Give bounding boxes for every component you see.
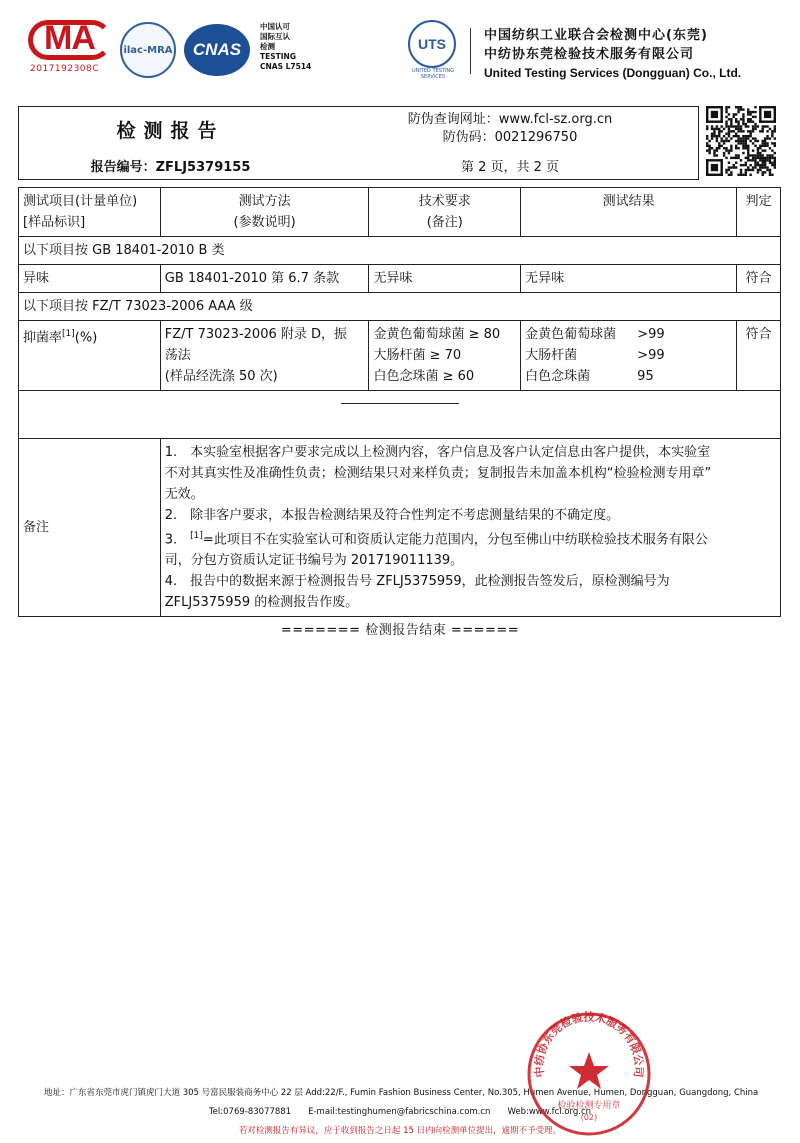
report-number: 报告编号：ZFLJ5379155 xyxy=(90,159,251,175)
result-line: 白色念珠菌 95 xyxy=(525,369,654,384)
cma-ring-icon xyxy=(28,20,112,60)
page-indicator: 第 2 页，共 2 页 xyxy=(460,159,560,175)
cma-logo xyxy=(30,18,110,74)
official-seal-icon xyxy=(525,1010,653,1138)
accreditation-logos xyxy=(30,18,350,88)
page-footer xyxy=(0,1086,800,1136)
header-requirement: 技术要求 (备注) xyxy=(369,188,521,237)
cell-method: FZ/T 73023-2006 附录 D，振 荡法 (样品经洗涤 50 次) xyxy=(160,321,369,391)
header-result: 测试结果 xyxy=(521,188,737,237)
uts-logo-sub: UNITED TESTING SERVICES xyxy=(411,68,455,80)
section-row xyxy=(19,237,781,265)
end-rule xyxy=(341,403,459,404)
cell-verdict: 符合 xyxy=(737,321,781,391)
result-line: 大肠杆菌 >99 xyxy=(525,348,665,363)
org-name-cn-1: 中国纺织工业联合会检测中心(东莞) xyxy=(484,28,708,43)
org-name-cn-2: 中纺协东莞检验技术服务有限公司 xyxy=(484,47,695,62)
footer-address: 地址：广东省东莞市虎门镇虎门大道 305 号富民服装商务中心 22 层 Add:22/F., Fumin Fashion Business Center, No.305, Humen Avenue, Humen, Dongguan, Guangdong, China xyxy=(44,1088,759,1098)
header-divider xyxy=(470,28,471,74)
qr-code-icon xyxy=(706,106,776,176)
cnas-text: 中国认可 国际互认 检测 TESTING CNAS L7514 xyxy=(260,22,312,71)
footer-contact: Tel:0769-83077881 E-mail:testinghumen@fabricschina.com.cn Web:www.fcl.org.cn xyxy=(208,1107,592,1117)
seal-number: (02) xyxy=(580,1113,598,1122)
cell-result xyxy=(521,321,737,391)
section-row xyxy=(19,293,781,321)
cell-verdict: 符合 xyxy=(737,265,781,293)
organization-names xyxy=(484,26,741,83)
blank-row xyxy=(19,391,781,439)
cma-number: 2017192308C xyxy=(30,64,100,74)
cell-item: 异味 xyxy=(19,265,161,293)
header-verdict: 判定 xyxy=(737,188,781,237)
seal-sub: 检验检测专用章 xyxy=(557,1101,621,1111)
result-line: 金黄色葡萄球菌 >99 xyxy=(525,327,665,342)
verification-info xyxy=(322,107,698,151)
cma-letters: MA xyxy=(44,19,95,57)
remarks-row xyxy=(19,439,781,617)
remarks-label: 备注 xyxy=(19,439,161,617)
seal-text: 中纺协东莞检验技术服务有限公司 xyxy=(532,1010,646,1079)
footer-notice: 若对检测报告有异议，应于收到报告之日起 15 日内向检测单位提出，逾期不予受理。 xyxy=(238,1126,562,1136)
ilac-mra-logo: ilac-MRA xyxy=(120,22,176,78)
section-label: 以下项目按 GB 18401-2010 B 类 xyxy=(19,237,781,265)
cell-result: 无异味 xyxy=(521,265,737,293)
cell-requirement: 无异味 xyxy=(369,265,521,293)
org-name-en: United Testing Services (Dongguan) Co., Ltd. xyxy=(484,66,742,80)
table-row xyxy=(19,321,781,391)
table-row xyxy=(19,265,781,293)
header-method: 测试方法 (参数说明) xyxy=(160,188,369,237)
report-title-box xyxy=(18,106,699,180)
uts-ring-icon: UTS xyxy=(408,20,456,68)
remarks-content: 1. 本实验室根据客户要求完成以上检测内容，客户信息及客户认定信息由客户提供，本实验室 不对其真实性及准确性负责；检测结果只对来样负责；复制报告未加盖本机构“检验检测专用章” 无效。 2. 除非客户要求，本报告检测结果及符合性判定不考虑测量结果的不确定度。 3. [1]=此项目不在实验室认可和资质认定能力范围内，分包至佛山中纺联检验技术服务有限公 司，分包方资质认定证书编号为 201719011139。 4. 报告中的数据来源于检测报告号 ZFLJ5375959，此检测报告签发后，原检测编号为 ZFLJ5375959 的检测报告作废。 xyxy=(160,439,780,617)
results-table xyxy=(18,187,781,617)
cell-requirement: 金黄色葡萄球菌 ≥ 80 大肠杆菌 ≥ 70 白色念珠菌 ≥ 60 xyxy=(369,321,521,391)
cnas-logo: CNAS xyxy=(184,24,250,76)
section-label: 以下项目按 FZ/T 73023-2006 AAA 级 xyxy=(19,293,781,321)
verification-website[interactable]: 防伪查询网址：www.fcl-sz.org.cn xyxy=(407,112,613,127)
antifake-code: 防伪码：0021296750 xyxy=(442,130,578,145)
report-title: 检测报告 xyxy=(116,119,225,142)
cell-item: 抑菌率[1](%) xyxy=(19,321,161,391)
report-end-marker: ======= 检测报告结束 ====== xyxy=(280,623,520,638)
cell-method: GB 18401-2010 第 6.7 条款 xyxy=(160,265,369,293)
header-item: 测试项目(计量单位) [样品标识] xyxy=(19,188,161,237)
uts-logo xyxy=(402,20,466,80)
table-header xyxy=(19,188,781,237)
